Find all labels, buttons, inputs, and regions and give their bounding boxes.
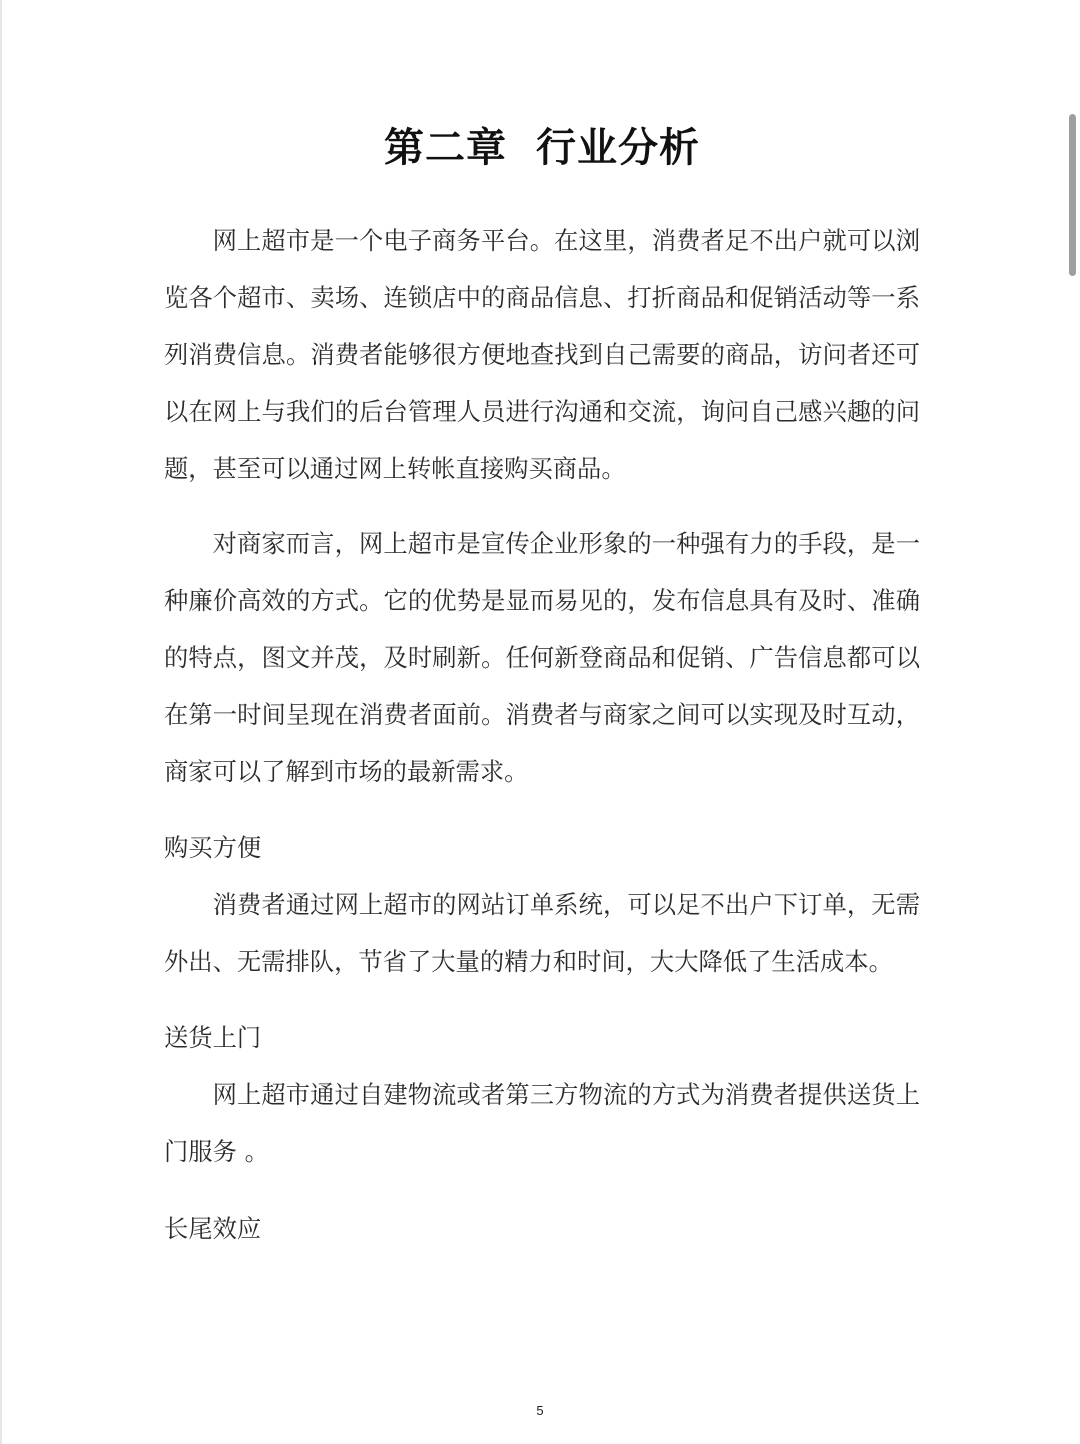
page-edge (0, 0, 2, 1444)
scrollbar[interactable] (1066, 0, 1080, 1444)
section-body-home-delivery: 网上超市通过自建物流或者第三方物流的方式为消费者提供送货上门服务 。 (164, 1080, 920, 1166)
page-number: 5 (536, 1403, 544, 1418)
section-heading-long-tail: 长尾效应 (164, 1214, 262, 1243)
scrollbar-thumb[interactable] (1069, 114, 1076, 276)
section-body-convenient-purchase: 消费者通过网上超市的网站订单系统，可以足不出户下订单，无需外出、无需排队，节省了大量的精力和时间，大大降低了生活成本。 (164, 890, 920, 976)
intro-paragraph: 网上超市是一个电子商务平台。在这里，消费者足不出户就可以浏览各个超市、卖场、连锁店中的商品信息、打折商品和促销活动等一系列消费信息。消费者能够很方便地查找到自己需要的商品，访问者还可以在网上与我们的后台管理人员进行沟通和交流，询问自己感兴趣的问题，甚至可以通过网上转帐直接购买商品。 (164, 226, 920, 483)
chapter-title: 第二章 行业分析 (384, 125, 700, 171)
section-heading-home-delivery: 送货上门 (164, 1023, 262, 1052)
merchant-paragraph: 对商家而言，网上超市是宣传企业形象的一种强有力的手段，是一种廉价高效的方式。它的优势是显而易见的，发布信息具有及时、准确的特点，图文并茂，及时刷新。任何新登商品和促销、广告信息都可以在第一时间呈现在消费者面前。消费者与商家之间可以实现及时互动，商家可以了解到市场的最新需求。 (164, 529, 920, 786)
section-heading-convenient-purchase: 购买方便 (164, 833, 262, 862)
